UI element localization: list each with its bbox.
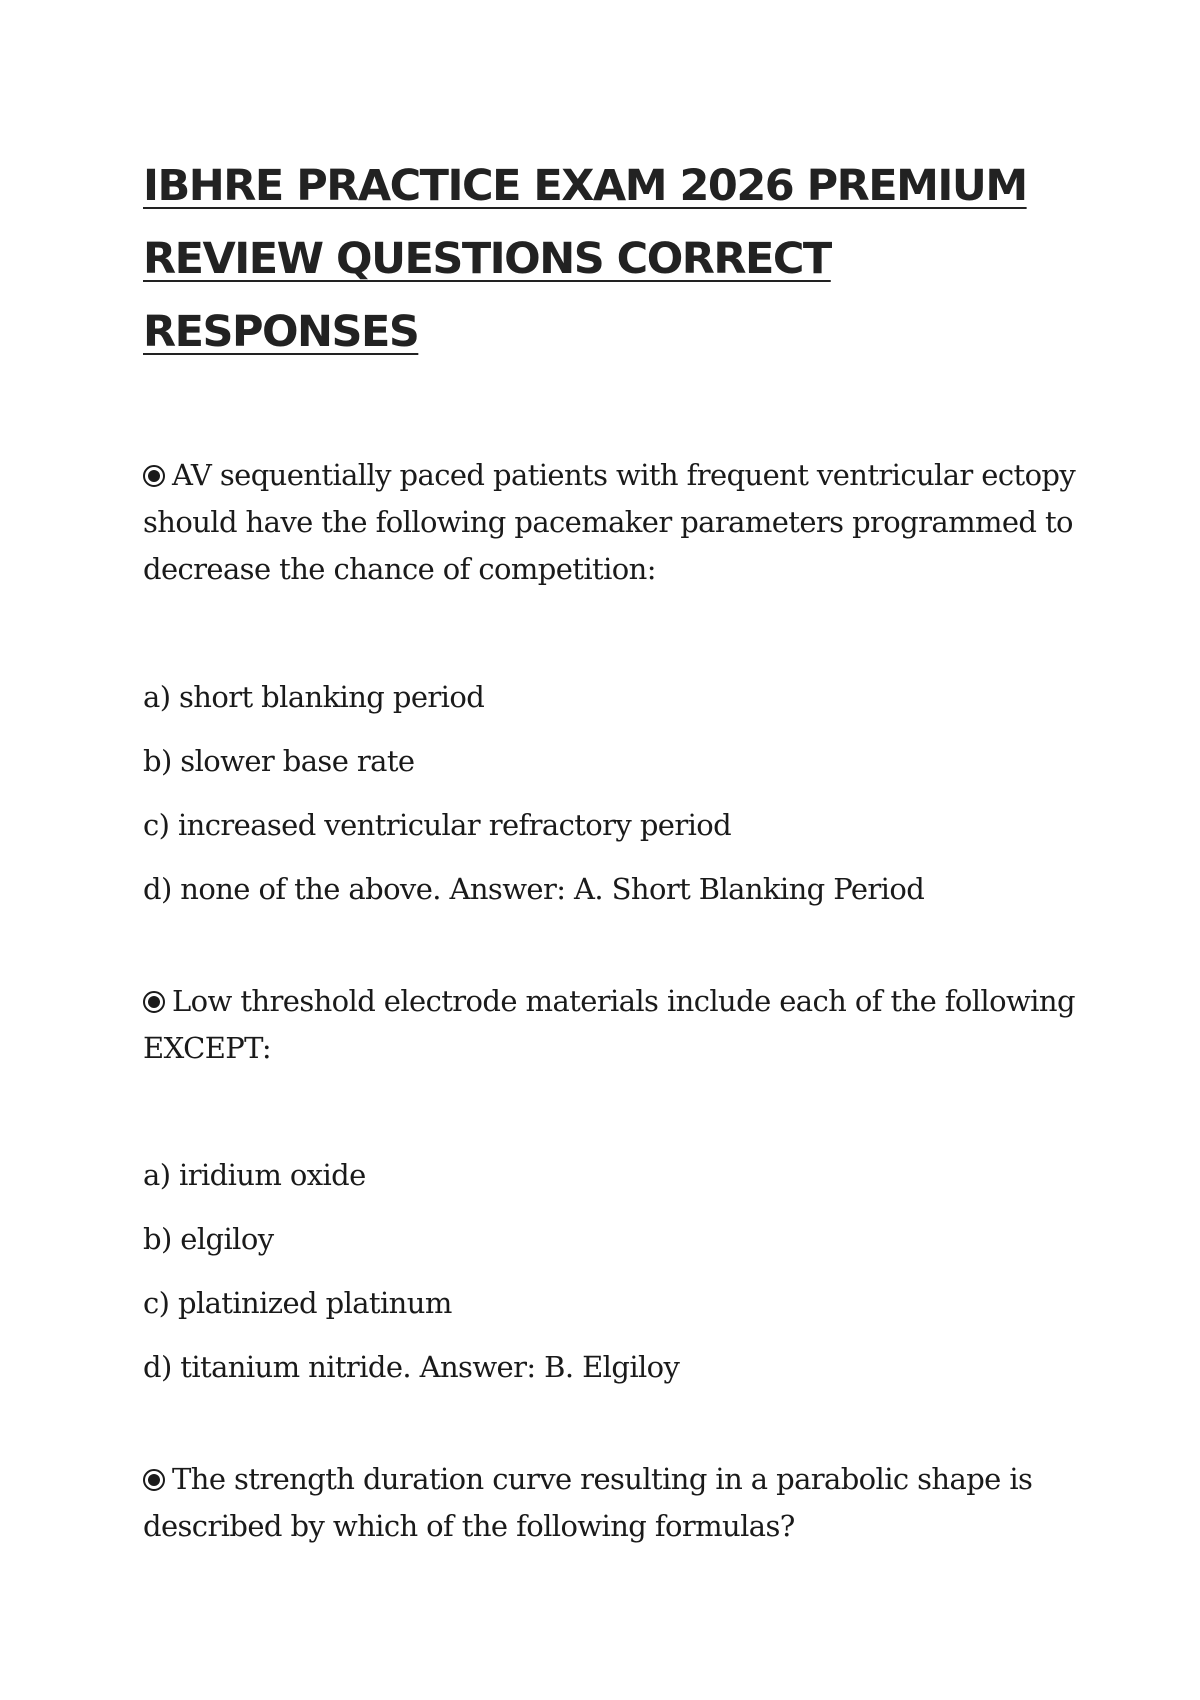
option-item: c) platinized platinum xyxy=(143,1286,452,1320)
option-item: a) short blanking period xyxy=(143,680,485,714)
option-item: b) slower base rate xyxy=(143,744,415,778)
option-item: d) none of the above. Answer: A. Short Blanking Period xyxy=(143,872,925,906)
question-3-text: The strength duration curve resulting in a parabolic shape is described by which of the following formulas? xyxy=(143,1462,1033,1543)
question-1 xyxy=(143,452,1083,593)
question-2-options xyxy=(143,1143,1083,1399)
radio-bullet-icon xyxy=(143,991,165,1013)
option-item: d) titanium nitride. Answer: B. Elgiloy xyxy=(143,1350,680,1384)
question-2-text: Low threshold electrode materials include each of the following EXCEPT: xyxy=(143,984,1075,1065)
option-item: c) increased ventricular refractory period xyxy=(143,808,732,842)
question-2 xyxy=(143,978,1083,1072)
question-1-text: AV sequentially paced patients with frequent ventricular ectopy should have the following pacemaker parameters programmed to decrease the chance of competition: xyxy=(143,458,1076,586)
radio-bullet-icon xyxy=(143,465,165,487)
option-item: b) elgiloy xyxy=(143,1222,274,1256)
document-title xyxy=(143,150,1083,369)
document-title-text: IBHRE PRACTICE EXAM 2026 PREMIUM REVIEW QUESTIONS CORRECT RESPONSES xyxy=(143,161,1027,357)
question-3 xyxy=(143,1456,1083,1550)
question-1-options xyxy=(143,665,1083,921)
radio-bullet-icon xyxy=(143,1469,165,1491)
option-item: a) iridium oxide xyxy=(143,1158,366,1192)
document-page xyxy=(143,150,1083,1550)
